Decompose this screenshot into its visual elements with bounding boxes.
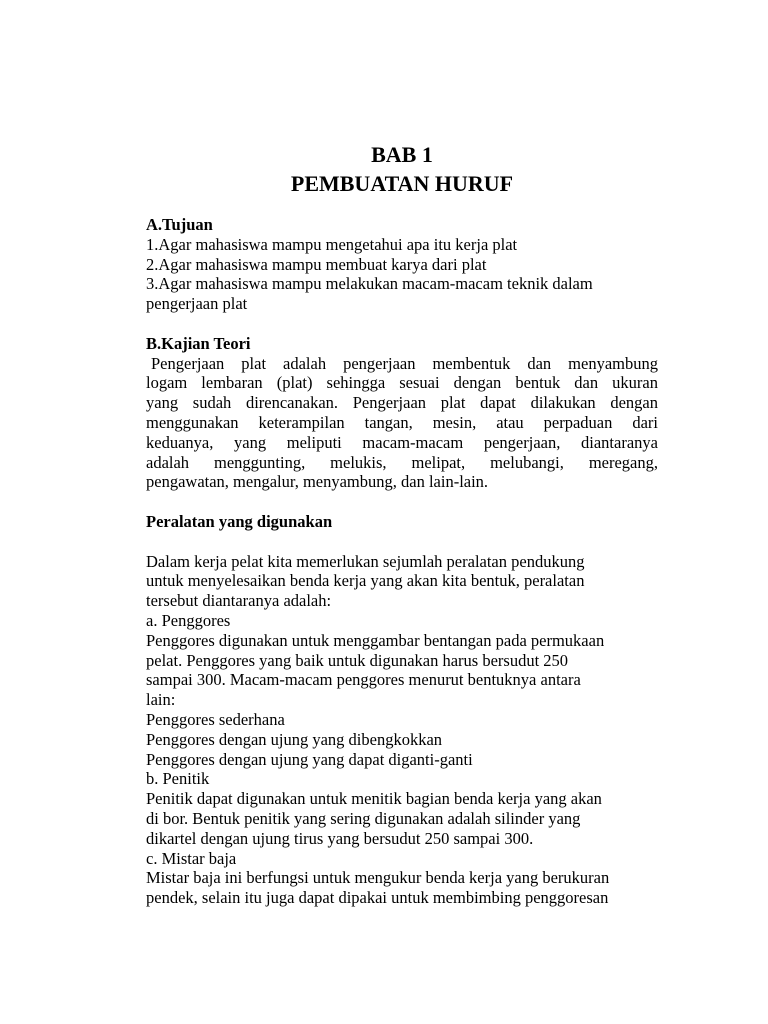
kajian-line-4: menggunakan keterampilan tangan, mesin, atau perpaduan dari [146,412,658,432]
document-page [146,140,658,908]
peralatan-line-2: untuk menyelesaikan benda kerja yang akan kita bentuk, peralatan [146,571,585,591]
peralatan-line-3: tersebut diantaranya adalah: [146,591,332,611]
tujuan-item-2: 2.Agar mahasiswa mampu membuat karya dari plat [146,254,487,274]
peralatan-line-18: pendek, selain itu juga dapat dipakai untuk membimbing penggoresan [146,888,609,908]
kajian-line-1: Pengerjaan plat adalah pengerjaan membentuk dan menyambung [151,353,658,373]
subheading-penggores: a. Penggores [146,610,231,630]
section-kajian-teori [146,334,658,492]
spacer [146,492,658,512]
chapter-title: PEMBUATAN HURUF [290,171,514,196]
peralatan-line-13: Penitik dapat digunakan untuk menitik bagian benda kerja yang akan [146,789,602,809]
kajian-line-6: adalah menggunting, melukis, melipat, melubangi, meregang, [146,452,658,472]
kajian-line-3: yang sudah direncanakan. Pengerjaan plat dapat dilakukan dengan [146,393,658,413]
kajian-line-2: logam lembaran (plat) sehingga sesuai dengan bentuk dan ukuran [146,373,658,393]
tujuan-item-3-cont: pengerjaan plat [146,294,248,314]
list-item-penggores-sederhana: Penggores sederhana [146,709,285,729]
peralatan-line-5: Penggores digunakan untuk menggambar bentangan pada permukaan [146,630,605,650]
peralatan-line-7: sampai 300. Macam-macam penggores menurut bentuknya antara [146,670,581,690]
subheading-penitik: b. Penitik [146,769,210,789]
peralatan-line-15: dikartel dengan ujung tirus yang bersudut 250 sampai 300. [146,828,534,848]
subheading-mistar-baja: c. Mistar baja [146,848,237,868]
heading-kajian-teori: B.Kajian Teori [146,333,251,353]
peralatan-line-1: Dalam kerja pelat kita memerlukan sejumlah peralatan pendukung [146,551,585,571]
kajian-line-7: pengawatan, mengalur, menyambung, dan lain-lain. [146,472,489,492]
heading-tujuan: A.Tujuan [146,215,213,234]
section-tujuan [146,215,658,314]
spacer [146,532,658,552]
spacer [146,314,658,334]
list-item-penggores-ganti: Penggores dengan ujung yang dapat diganti-ganti [146,749,473,769]
peralatan-line-6: pelat. Penggores yang baik untuk digunakan harus bersudut 250 [146,650,569,670]
section-peralatan [146,512,658,908]
heading-peralatan: Peralatan yang digunakan [146,511,333,531]
peralatan-line-14: di bor. Bentuk penitik yang sering digunakan adalah silinder yang [146,808,581,828]
peralatan-line-17: Mistar baja ini berfungsi untuk mengukur benda kerja yang berukuran [146,868,610,888]
tujuan-item-3: 3.Agar mahasiswa mampu melakukan macam-macam teknik dalam [146,274,593,294]
list-item-penggores-bengkok: Penggores dengan ujung yang dibengkokkan [146,729,443,749]
tujuan-item-1: 1.Agar mahasiswa mampu mengetahui apa itu kerja plat [146,234,518,254]
chapter-number: BAB 1 [371,142,433,167]
kajian-line-5: keduanya, yang meliputi macam-macam pengerjaan, diantaranya [146,432,658,452]
peralatan-line-8: lain: [146,690,176,710]
